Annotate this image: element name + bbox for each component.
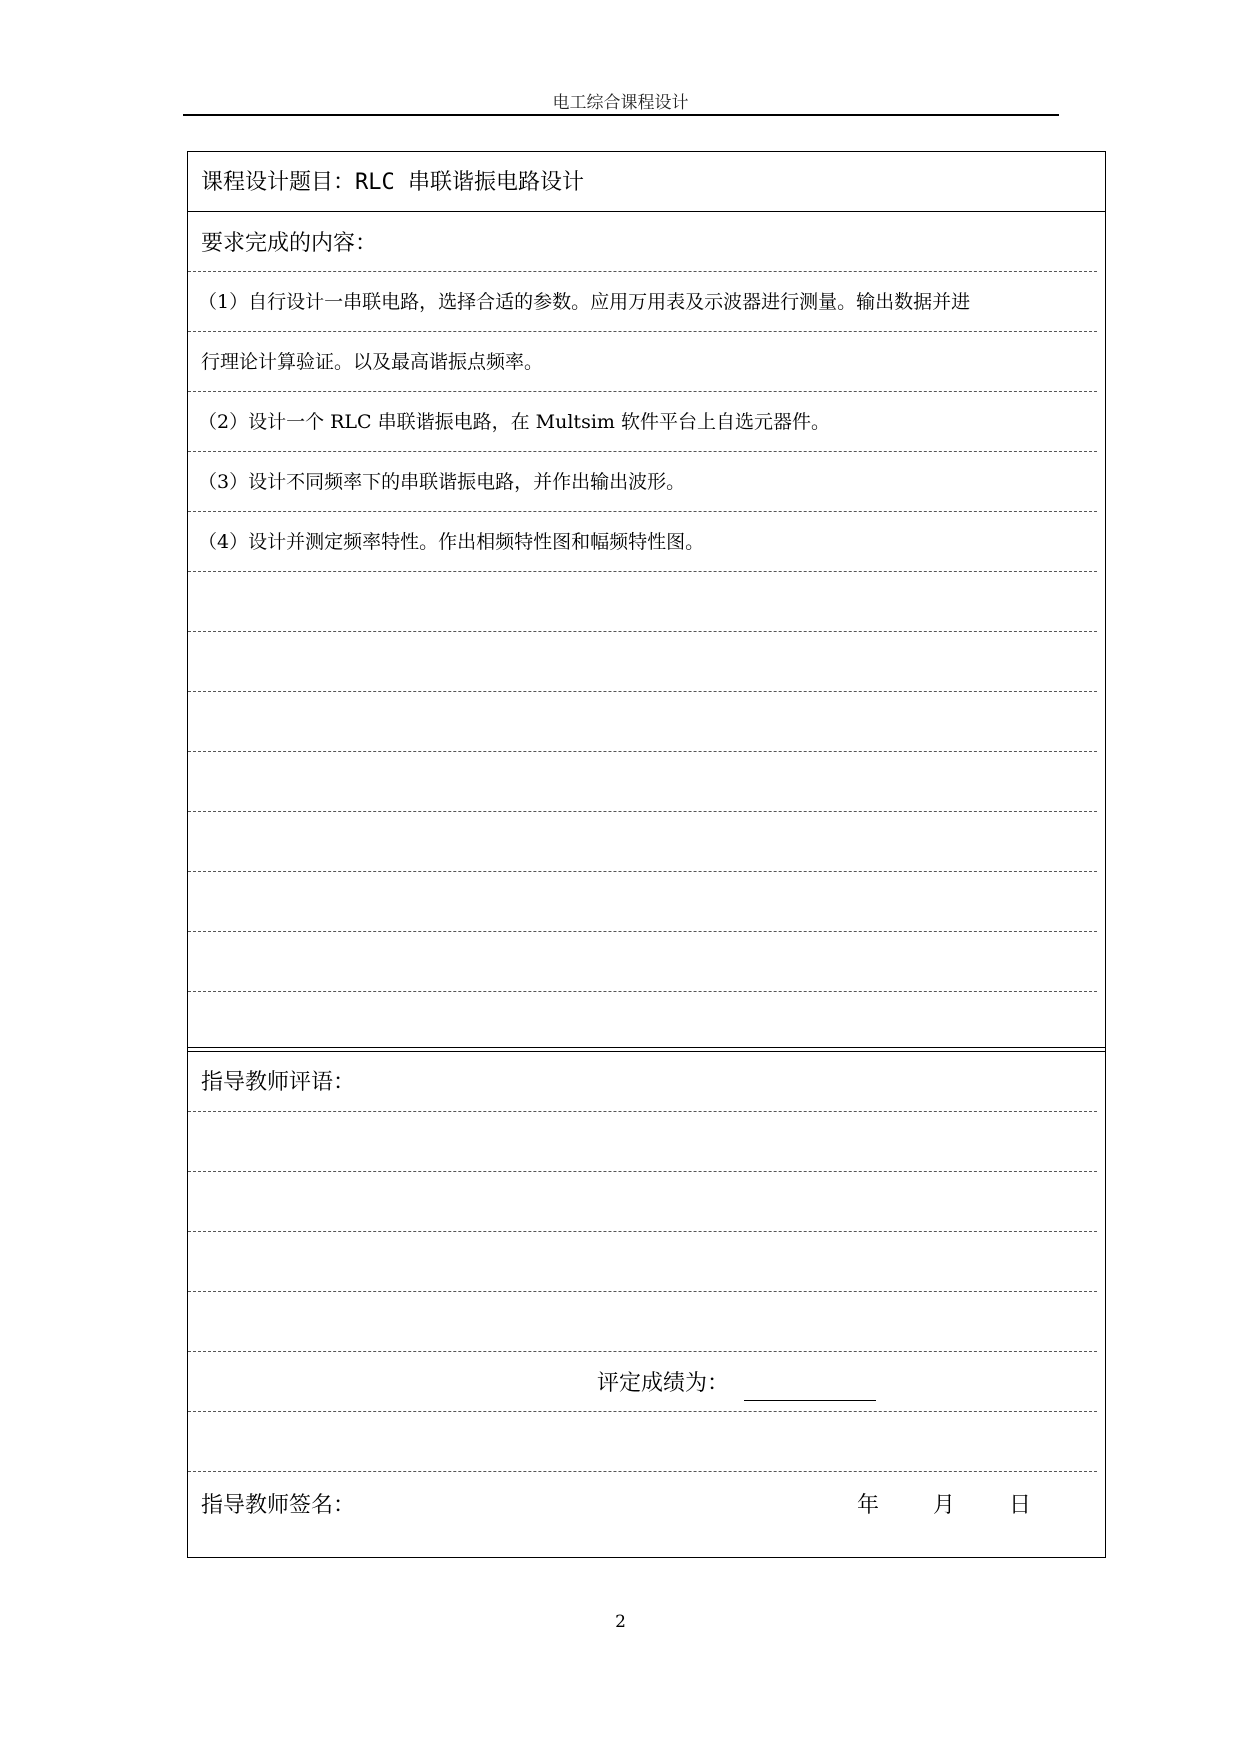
requirements-label: 要求完成的内容： [201, 231, 378, 256]
ruled-line [188, 751, 1097, 752]
signature-label: 指导教师签名： [201, 1493, 356, 1518]
page-number: 2 [615, 1612, 626, 1632]
ruled-line [188, 1291, 1097, 1292]
topic-row [201, 172, 584, 194]
grade-label: 评定成绩为： [597, 1371, 730, 1396]
page-header-title: 电工综合课程设计 [552, 93, 689, 113]
ruled-line [188, 811, 1097, 812]
ruled-line [188, 691, 1097, 692]
ruled-line [188, 991, 1097, 992]
topic-label: 课程设计题目： [201, 170, 356, 195]
ruled-line [188, 871, 1097, 872]
topic-divider [188, 211, 1105, 212]
date-day-label: 日 [1009, 1493, 1032, 1518]
ruled-line [188, 571, 1097, 572]
date-year-label: 年 [857, 1493, 880, 1518]
course-design-form [187, 151, 1106, 1558]
date-month-label: 月 [933, 1493, 956, 1518]
ruled-line [188, 931, 1097, 932]
ruled-line [188, 1171, 1097, 1172]
requirement-line-3: （2）设计一个 RLC 串联谐振电路，在 Multsim 软件平台上自选元器件。 [198, 411, 830, 433]
grade-blank[interactable] [744, 1400, 876, 1401]
topic-value: RLC 串联谐振电路设计 [355, 170, 584, 195]
ruled-line [188, 1411, 1097, 1412]
requirement-line-2: 行理论计算验证。以及最高谐振点频率。 [201, 351, 544, 373]
requirement-line-4: （3）设计不同频率下的串联谐振电路，并作出输出波形。 [198, 471, 686, 493]
ruled-line [188, 1111, 1097, 1112]
ruled-line [188, 1231, 1097, 1232]
ruled-line [188, 631, 1097, 632]
ruled-line [188, 331, 1097, 332]
ruled-line [188, 391, 1097, 392]
requirement-line-1: （1）自行设计一串联电路，选择合适的参数。应用万用表及示波器进行测量。输出数据并进 [198, 291, 971, 313]
ruled-line [188, 511, 1097, 512]
ruled-line [188, 1471, 1097, 1472]
ruled-line [188, 451, 1097, 452]
section-divider [188, 1047, 1105, 1052]
ruled-line [188, 1351, 1097, 1352]
comments-label: 指导教师评语： [201, 1070, 356, 1095]
ruled-line [188, 271, 1097, 272]
header-rule [183, 114, 1059, 116]
requirement-line-5: （4）设计并测定频率特性。作出相频特性图和幅频特性图。 [198, 531, 705, 553]
